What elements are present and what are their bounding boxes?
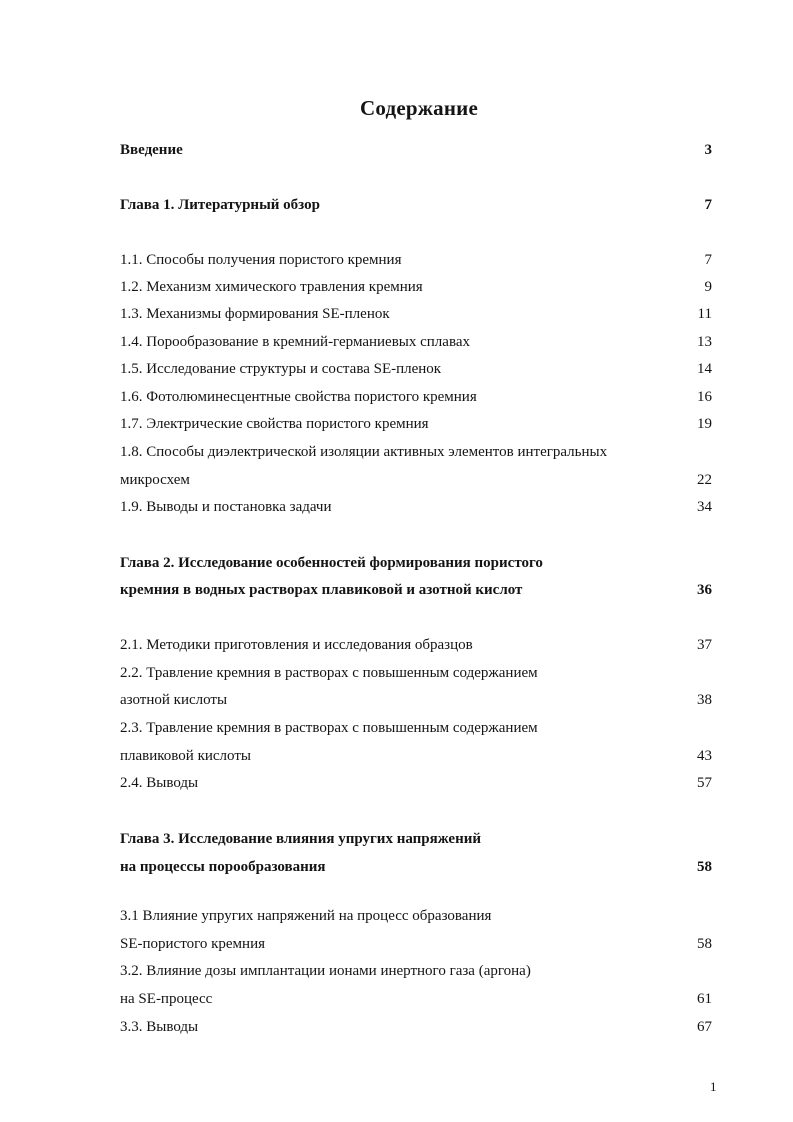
toc-entry-text: плавиковой кислоты: [120, 748, 251, 764]
toc-entry-text: на SE-процесс: [120, 991, 213, 1007]
toc-entry-page: 7: [704, 197, 712, 213]
toc-entry-text: 1.8. Способы диэлектрической изоляции активных элементов интегральных: [120, 444, 608, 460]
toc-entry-chapter-2: [120, 552, 712, 574]
toc-entry-text: Введение: [120, 142, 183, 158]
toc-entry-page: 14: [697, 361, 712, 377]
toc-entry-page: 37: [697, 637, 712, 653]
toc-entry-page: 16: [697, 389, 712, 405]
toc-entry-text: 2.4. Выводы: [120, 775, 199, 791]
toc-entry-text: 1.5. Исследование структуры и состава SE-пленок: [120, 361, 442, 377]
toc-entry-text: 1.3. Механизмы формирования SE-пленок: [120, 306, 390, 322]
toc-entry-text: Глава 1. Литературный обзор: [120, 197, 320, 213]
toc-entry-introduction: [120, 139, 712, 161]
toc-entry: [120, 745, 712, 767]
toc-entry-text: 2.3. Травление кремния в растворах с повышенным содержанием: [120, 720, 538, 736]
toc-entry: [120, 634, 712, 656]
toc-entry-chapter-2-cont: [120, 579, 712, 601]
toc-entry: [120, 276, 712, 298]
toc-entry: [120, 469, 712, 491]
toc-entry-page: 67: [697, 1019, 712, 1035]
toc-entry-text: 1.7. Электрические свойства пористого кремния: [120, 416, 429, 432]
toc-entry: [120, 689, 712, 711]
page-number: 1: [710, 1079, 717, 1094]
toc-entry-text: азотной кислоты: [120, 692, 228, 708]
toc-entry-page: 22: [697, 472, 712, 488]
toc-entry-text: Глава 2. Исследование особенностей формирования пористого: [120, 555, 543, 571]
toc-entry-page: 57: [697, 775, 712, 791]
toc-entry: [120, 1016, 712, 1038]
toc-entry: [120, 933, 712, 955]
toc-entry: [120, 496, 712, 518]
toc-entry-text: SE-пористого кремния: [120, 936, 265, 952]
toc-entry-text: 1.9. Выводы и постановка задачи: [120, 499, 332, 515]
toc-entry-text: 1.4. Порообразование в кремний-германиевых сплавах: [120, 334, 470, 350]
toc-entry-page: 7: [704, 252, 712, 268]
toc-entry-page: 38: [697, 692, 712, 708]
toc-entry-chapter-1: [120, 194, 712, 216]
toc-entry-text: 3.3. Выводы: [120, 1019, 199, 1035]
toc-entry-page: 9: [704, 279, 712, 295]
toc-entry-text: на процессы порообразования: [120, 859, 326, 875]
toc-entry: [120, 905, 712, 927]
toc-entry-text: 1.6. Фотолюминесцентные свойства пористого кремния: [120, 389, 477, 405]
toc-entry: [120, 331, 712, 353]
toc-entry-page: 43: [697, 748, 712, 764]
toc-entry-page: 36: [697, 582, 712, 598]
page-title: Содержание: [360, 96, 478, 120]
toc-entry: [120, 772, 712, 794]
toc-entry-chapter-3: [120, 828, 712, 850]
toc-entry-text: микросхем: [120, 472, 190, 488]
toc-entry: [120, 358, 712, 380]
toc-entry-page: 13: [697, 334, 712, 350]
toc-entry: [120, 413, 712, 435]
toc-entry-page: 11: [697, 306, 712, 322]
toc-entry: [120, 988, 712, 1010]
toc-entry-chapter-3-cont: [120, 856, 712, 878]
toc-entry: [120, 662, 712, 684]
toc-entry: [120, 960, 712, 982]
toc-entry: [120, 249, 712, 271]
toc-entry-page: 34: [697, 499, 712, 515]
toc-entry: [120, 386, 712, 408]
toc-entry-text: 2.1. Методики приготовления и исследования образцов: [120, 637, 473, 653]
toc-entry-text: кремния в водных растворах плавиковой и азотной кислот: [120, 582, 523, 598]
toc-entry-page: 58: [697, 859, 712, 875]
toc-entry-text: 3.1 Влияние упругих напряжений на процесс образования: [120, 908, 492, 924]
toc-entry-page: 3: [704, 142, 712, 158]
toc-entry-text: 2.2. Травление кремния в растворах с повышенным содержанием: [120, 665, 538, 681]
toc-entry: [120, 717, 712, 739]
toc-entry-text: 3.2. Влияние дозы имплантации ионами инертного газа (аргона): [120, 963, 531, 979]
toc-entry: [120, 303, 712, 325]
toc-entry: [120, 441, 712, 463]
toc-entry-text: 1.1. Способы получения пористого кремния: [120, 252, 402, 268]
toc-entry-page: 58: [697, 936, 712, 952]
toc-entry-text: Глава 3. Исследование влияния упругих напряжений: [120, 831, 482, 847]
toc-entry-page: 19: [697, 416, 712, 432]
toc-entry-text: 1.2. Механизм химического травления кремния: [120, 279, 423, 295]
toc-entry-page: 61: [697, 991, 712, 1007]
